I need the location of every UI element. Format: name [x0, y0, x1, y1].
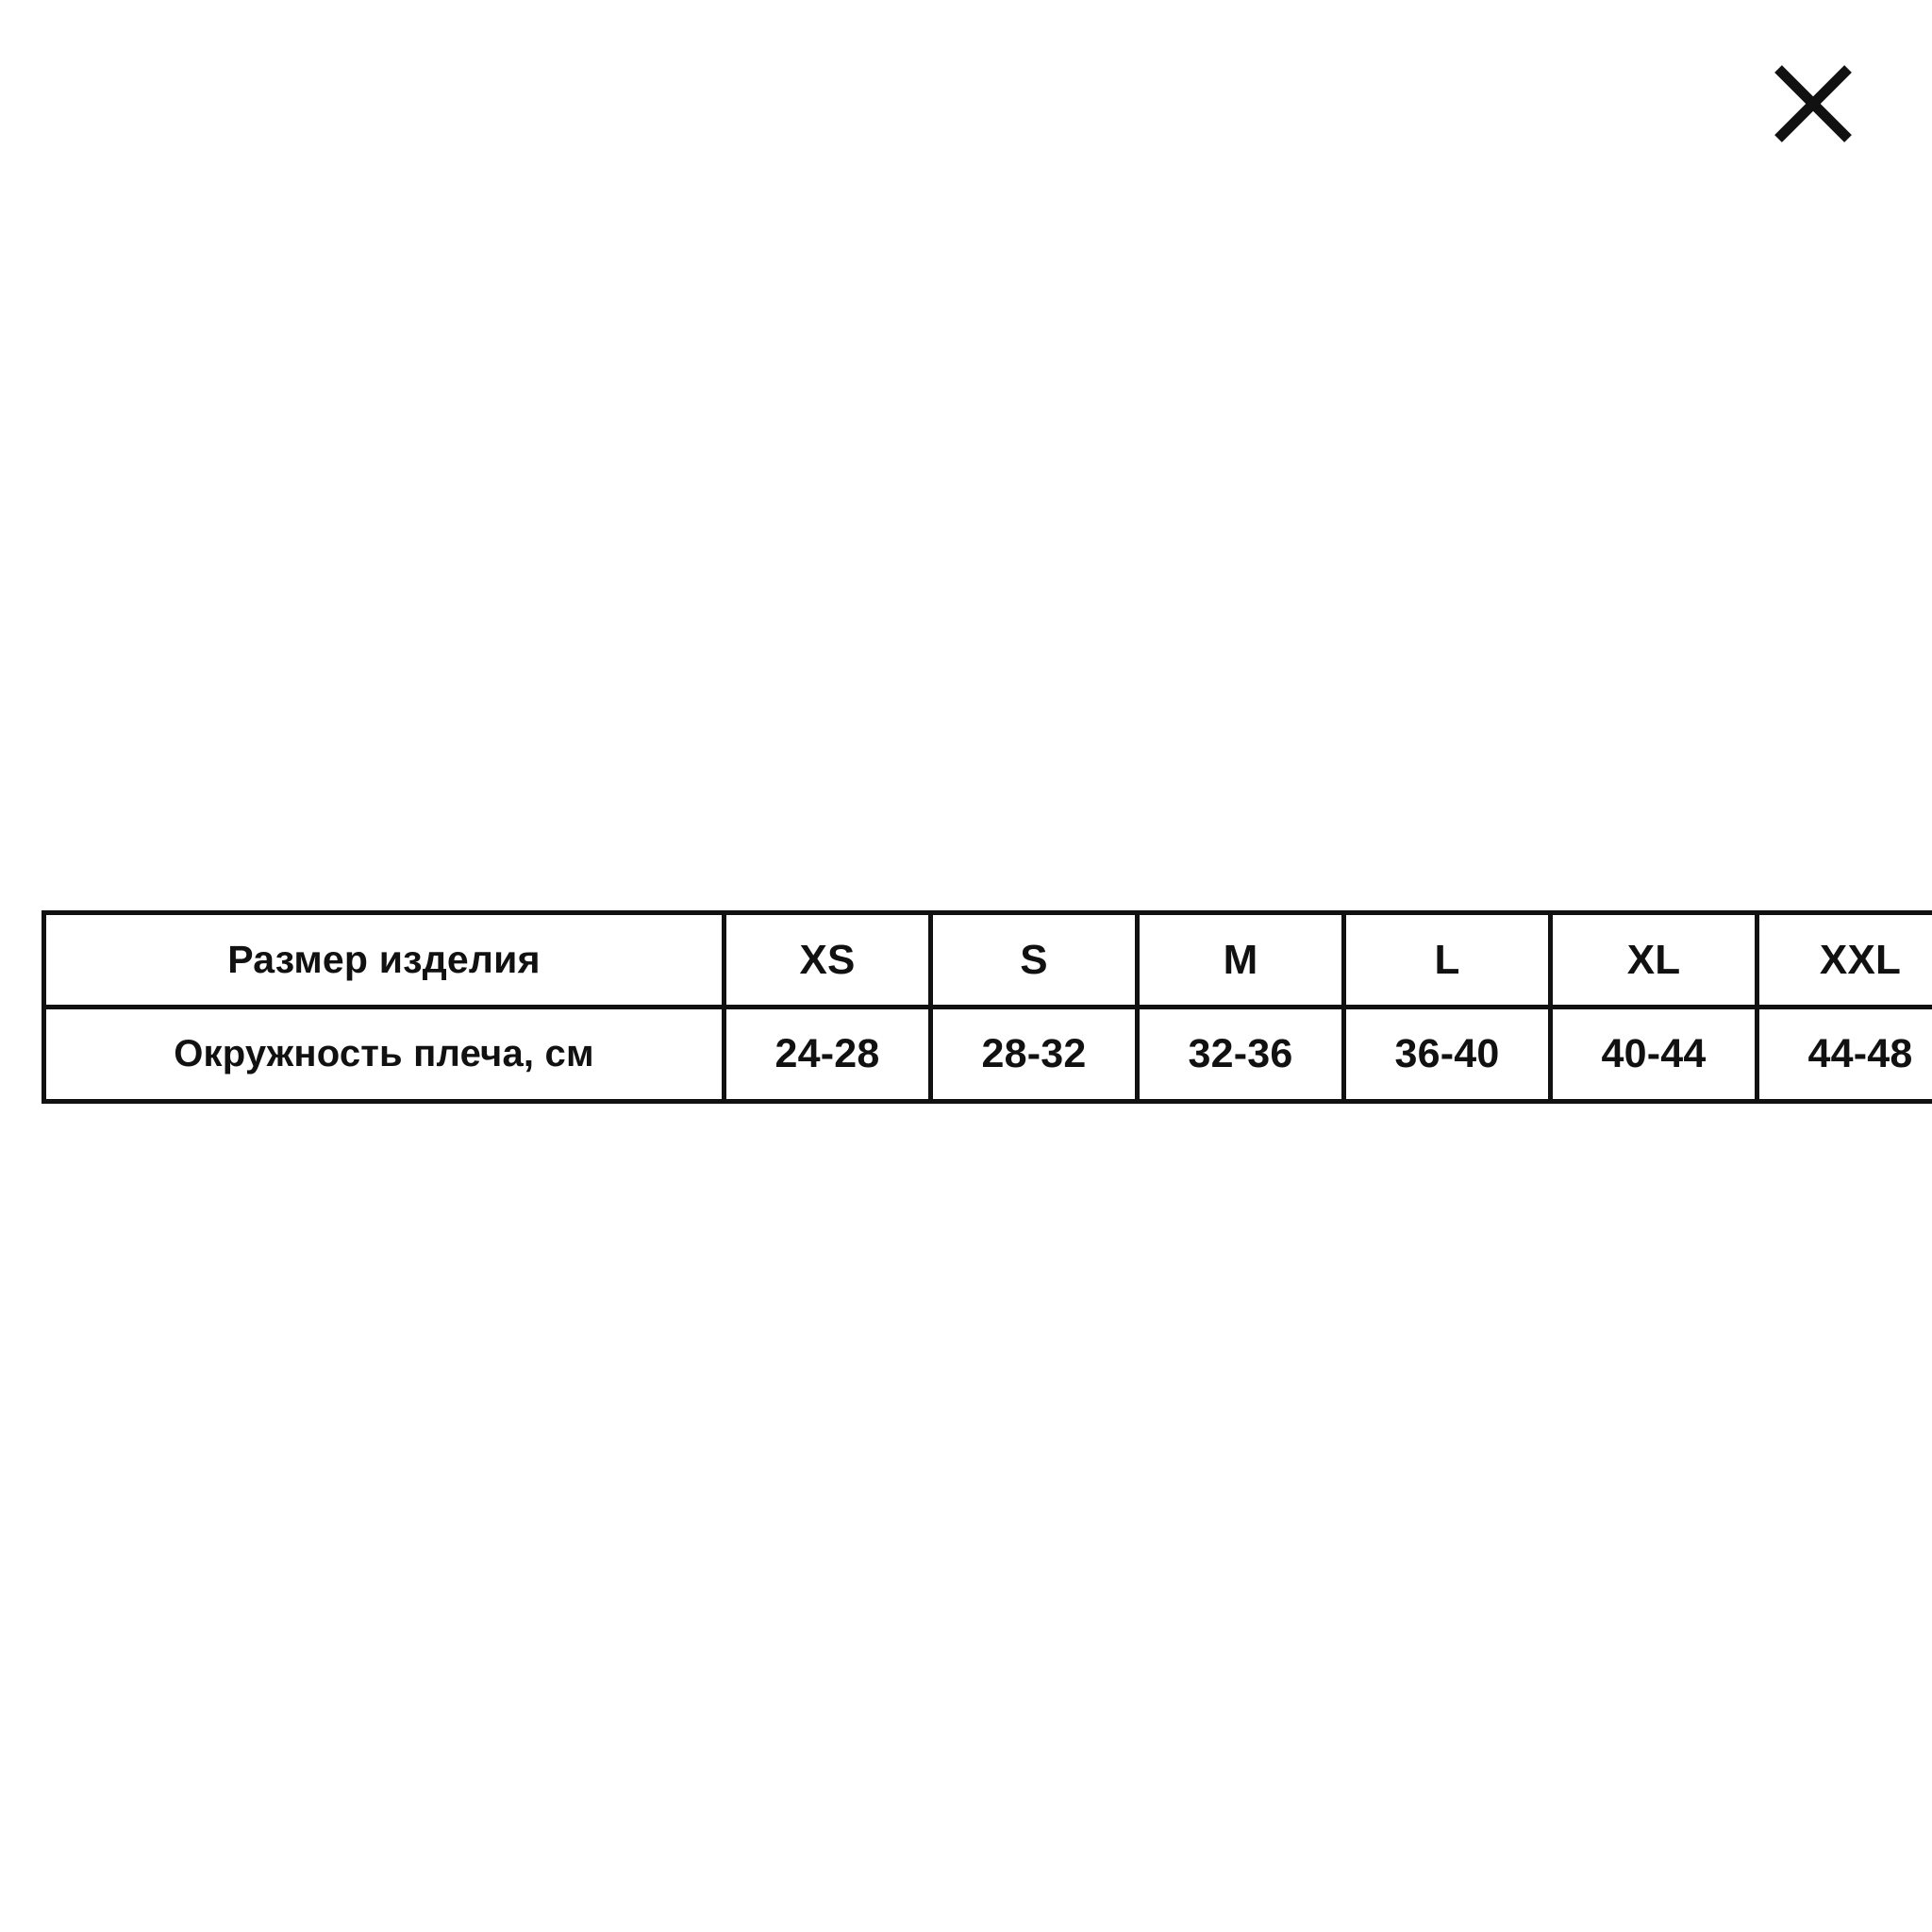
- table-row: [44, 1008, 1932, 1102]
- measurement-value-s: 28-32: [931, 1008, 1138, 1102]
- size-header-xxl: XXL: [1757, 913, 1932, 1008]
- size-header-xl: XL: [1551, 913, 1757, 1008]
- table-row-header: [44, 913, 1932, 1008]
- measurement-value-xl: 40-44: [1551, 1008, 1757, 1102]
- size-header-xs: XS: [724, 913, 931, 1008]
- size-header-l: L: [1344, 913, 1551, 1008]
- size-table-title: Размер изделия: [44, 913, 724, 1008]
- measurement-label: Окружность плеча, см: [44, 1008, 724, 1102]
- close-button[interactable]: [1768, 58, 1858, 149]
- measurement-value-m: 32-36: [1138, 1008, 1344, 1102]
- size-chart: [42, 910, 1913, 1104]
- close-icon: [1773, 63, 1854, 144]
- measurement-value-l: 36-40: [1344, 1008, 1551, 1102]
- size-header-m: M: [1138, 913, 1344, 1008]
- size-header-s: S: [931, 913, 1138, 1008]
- size-table: [42, 910, 1932, 1104]
- measurement-value-xs: 24-28: [724, 1008, 931, 1102]
- measurement-value-xxl: 44-48: [1757, 1008, 1932, 1102]
